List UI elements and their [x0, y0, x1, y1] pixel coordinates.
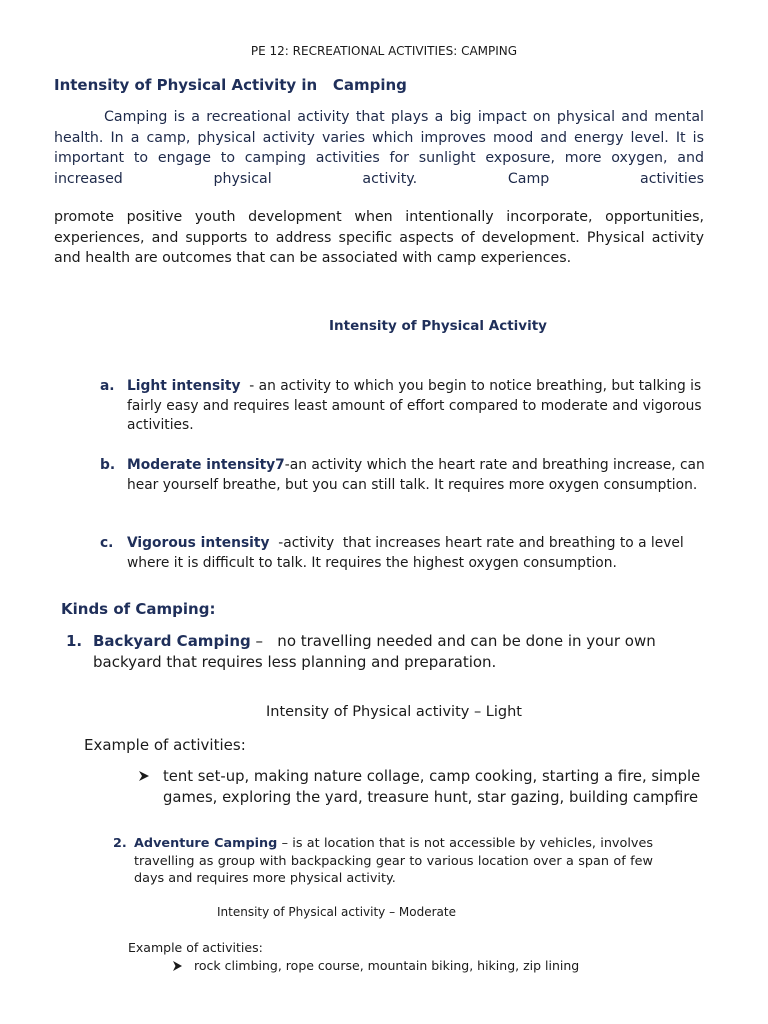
intensity-item-moderate: [100, 456, 720, 495]
kind-adventure-camping: [113, 835, 653, 888]
kind-backyard-camping: [66, 631, 706, 673]
intensity-term: Moderate intensity7: [127, 457, 285, 473]
intro-paragraph: [54, 107, 704, 189]
kind-term: Backyard Camping: [93, 632, 251, 650]
intensity-item-light: [100, 377, 720, 436]
intro-paragraph-text: Camping is a recreational activity that plays a big impact on physical and mental health. In a camp, physical activity varies which improves mood and energy level. It is important to engage to camping activities for sunlight exposure, more oxygen, and increased physical activity. Camp activities: [54, 109, 704, 187]
kinds-heading: Kinds of Camping:: [61, 600, 216, 618]
second-paragraph: promote positive youth development when intentionally incorporate, opportunities, experiences, and supports to address specific aspects of development. Physical activity and health are outcomes that can be associated with camp experiences.: [54, 209, 704, 266]
intensity-description: -an activity which the heart rate and breathing increase, can hear yourself breathe, but you can still talk. It requires more oxygen consumption.: [127, 457, 705, 493]
examples-text: tent set-up, making nature collage, camp cooking, starting a fire, simple games, exploring the yard, treasure hunt, star gazing, building campfire: [163, 768, 701, 806]
intensity-label-moderate: Intensity of Physical activity – Moderate: [217, 905, 456, 919]
intensity-term: Vigorous intensity: [127, 535, 270, 551]
arrowhead-bullet-icon: [138, 767, 150, 785]
intensity-label-light: Intensity of Physical activity – Light: [265, 704, 522, 720]
list-marker: c.: [100, 535, 114, 551]
kind-description: – is at location that is not accessible by vehicles, involves travelling as group with backpacking gear to various location over a span of few days and requires more physical activity.: [134, 836, 653, 886]
examples-bullet-backyard: [138, 767, 718, 808]
subheading-intensity: Intensity of Physical Activity: [329, 318, 547, 334]
intensity-item-vigorous: [100, 534, 720, 573]
list-marker: b.: [100, 457, 116, 473]
intensity-description: -activity that increases heart rate and breathing to a level where it is difficult to talk. It requires the highest oxygen consumption.: [127, 535, 689, 571]
intensity-term: Light intensity: [127, 378, 241, 394]
arrowhead-bullet-icon: [172, 958, 183, 974]
examples-label: Example of activities:: [128, 940, 263, 955]
examples-bullet-adventure: [172, 958, 672, 974]
examples-label: Example of activities:: [84, 736, 246, 754]
section-heading: Intensity of Physical Activity in Camping: [54, 76, 407, 94]
list-number: 2.: [113, 836, 127, 851]
kind-description: – no travelling needed and can be done in your own backyard that requires less planning and preparation.: [93, 632, 661, 671]
examples-text: rock climbing, rope course, mountain biking, hiking, zip lining: [194, 958, 580, 973]
kind-term: Adventure Camping: [134, 836, 278, 851]
list-number: 1.: [66, 632, 83, 650]
intensity-description: - an activity to which you begin to notice breathing, but talking is fairly easy and requires least amount of effort compared to moderate and vigorous activities.: [127, 378, 706, 433]
document-title: PE 12: RECREATIONAL ACTIVITIES: CAMPING: [250, 44, 518, 58]
list-marker: a.: [100, 378, 115, 394]
